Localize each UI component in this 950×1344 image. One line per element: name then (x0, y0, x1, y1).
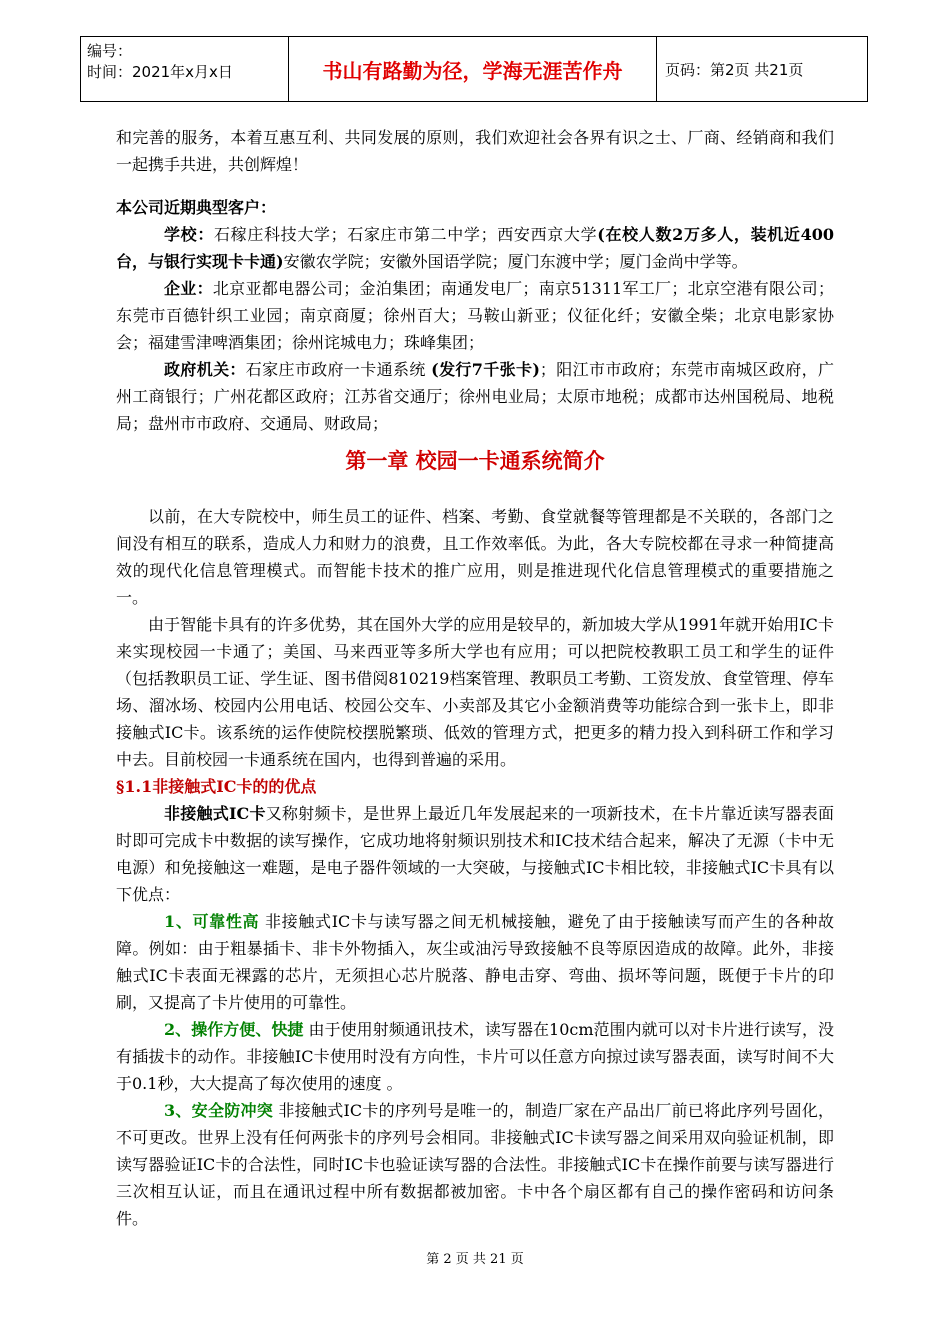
schools-text-2: 安徽农学院；安徽外国语学院；厦门东渡中学；厦门金尚中学等。 (283, 252, 748, 271)
advantage-item (116, 1016, 834, 1097)
clients-heading: 本公司近期典型客户： (116, 198, 277, 217)
paragraph-history: 由于智能卡具有的许多优势，其在国外大学的应用是较早的，新加坡大学从1991年就开始用IC卡来实现校园一卡通了；美国、马来西亚等多所大学也有应用；可以把院校教职工员工和学生的证件（包括教职员工证、学生证、图书借阅810219档案管理、教职员工考勤、工资发放、食堂管理、停车场、溜冰场、校园内公用电话、校园公交车、小卖部及其它小金额消费等功能综合到一张卡上，即非接触式IC卡。该系统的运作使院校摆脱繁琐、低效的管理方式，把更多的精力投入到科研工作和学习中去。目前校园一卡通系统在国内，也得到普遍的采用。 (116, 615, 834, 769)
government-text-2: ；阳江市市政府；东莞市南城区政府，广州工商银行；广州花都区政府；江苏省交通厅；徐州电业局；太原市地税；成都市达州国税局、地税局；盘州市市政府、交通局、财政局； (116, 360, 834, 433)
paragraph-background: 以前，在大专院校中，师生员工的证件、档案、考勤、食堂就餐等管理都是不关联的，各部门之间没有相互的联系，造成人力和财力的浪费，且工作效率低。为此，各大专院校都在寻求一种简捷高效的现代化信息管理模式。而智能卡技术的推广应用，则是推进现代化信息管理模式的重要措施之一。 (116, 507, 834, 607)
document-number-label: 编号： (87, 42, 133, 60)
intro-closing-paragraph: 和完善的服务，本着互惠互利、共同发展的原则，我们欢迎社会各界有识之士、厂商、经销商和我们一起携手共进，共创辉煌！ (116, 128, 834, 174)
enterprise-text: 北京亚都电器公司；金泊集团；南通发电厂；南京51311军工厂；北京空港有限公司；东莞市百德针织工业园；南京商厦；徐州百大；马鞍山新亚；仪征化纤；安徽全柴；北京电影家协会；福建雪津啤酒集团；徐州诧城电力；珠峰集团； (116, 279, 834, 352)
section-intro-term: 非接触式IC卡 (164, 804, 266, 823)
chapter-title: 第一章 校园一卡通系统简介 (345, 449, 605, 473)
clients-government (116, 356, 834, 437)
advantage-item (116, 1097, 834, 1232)
government-label: 政府机关： (164, 360, 246, 379)
enterprise-label: 企业： (164, 279, 213, 298)
advantage-label: 3、安全防冲突 (164, 1101, 274, 1120)
schools-bold-note: (在校人数2万多人，装机近400台，与银行实现卡卡通) (116, 225, 834, 271)
advantage-label: 1、可靠性高 (164, 912, 260, 931)
government-bold-note: (发行7千张卡) (431, 360, 540, 379)
page-footer: 第 2 页 共 21 页 (426, 1252, 524, 1267)
advantage-label: 2、操作方便、快捷 (164, 1020, 304, 1039)
clients-enterprises (116, 275, 834, 356)
schools-text-1: 石稼庄科技大学；石家庄市第二中学；西安西京大学 (214, 225, 598, 244)
government-text-1: 石家庄市政府一卡通系统 (245, 360, 432, 379)
header-motto: 书山有路勤为径，学海无涯苦作舟 (289, 37, 657, 101)
schools-label: 学校： (164, 225, 214, 244)
section-title: §1.1非接触式IC卡的的优点 (116, 777, 317, 796)
document-body (116, 124, 834, 1232)
header-page-number: 页码：第2页 共21页 (665, 60, 804, 79)
section-intro-text: 又称射频卡，是世界上最近几年发展起来的一项新技术，在卡片靠近读写器表面时即可完成卡中数据的读写操作，它成功地将射频识别技术和IC技术结合起来，解决了无源（卡中无电源）和免接触这一难题，是电子器件领域的一大突破，与接触式IC卡相比较，非接触式IC卡具有以下优点： (116, 804, 834, 904)
advantage-item (116, 908, 834, 1016)
page-header (80, 36, 868, 102)
advantage-text: 非接触式IC卡与读写器之间无机械接触，避免了由于接触读写而产生的各种故障。例如：由于粗暴插卡、非卡外物插入，灰尘或油污导致接触不良等原因造成的故障。此外，非接触式IC卡表面无裸露的芯片，无须担心芯片脱落、静电击穿、弯曲、损坏等问题，既便于卡片的印刷，又提高了卡片使用的可靠性。 (116, 912, 834, 1012)
header-meta (81, 37, 289, 101)
section-intro-paragraph (116, 800, 834, 908)
document-date: 时间：2021年x月x日 (87, 63, 233, 81)
advantage-text: 由于使用射频通讯技术，读写器在10cm范围内就可以对卡片进行读写，没有插拔卡的动作。非接触IC卡使用时没有方向性，卡片可以任意方向掠过读写器表面，读写时间不大于0.1秒，大大提高了每次使用的速度 。 (116, 1020, 834, 1093)
advantage-text: 非接触式IC卡的序列号是唯一的，制造厂家在产品出厂前已将此序列号固化，不可更改。世界上没有任何两张卡的序列号会相同。非接触式IC卡读写器之间采用双向验证机制，即读写器验证IC卡的合法性，同时IC卡也验证读写器的合法性。非接触式IC卡在操作前要与读写器进行三次相互认证，而且在通讯过程中所有数据都被加密。卡中各个扇区都有自己的操作密码和访问条件。 (116, 1101, 834, 1228)
clients-schools (116, 221, 834, 275)
